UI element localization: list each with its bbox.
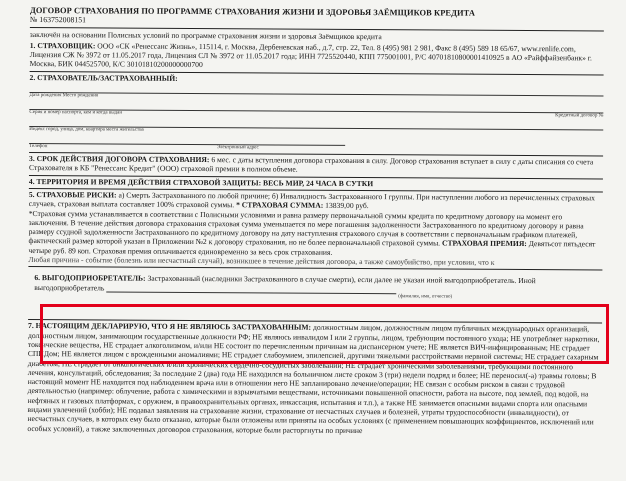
birth-caption: Дата рождения Место рождения: [29, 93, 99, 99]
contract-basis: заключён на основании Полисных условий по программе страхования жизни и здоровья Заёмщиков кредита: [29, 29, 382, 41]
section-risks: [28, 188, 602, 268]
territory-label: 4. ТЕРРИТОРИЯ И ВРЕМЯ ДЕЙСТВИЯ СТРАХОВОЙ ЗАЩИТЫ: ВЕСЬ МИР, 24 ЧАСА В СУТКИ: [28, 176, 374, 188]
insurance-contract: [27, 6, 604, 436]
sum-value: 13839,00 руб.: [325, 201, 369, 211]
beneficiary-text: Застрахованный (наследники Застрахованного в случае смерти), если далее не указан иной выгодоприобретатель. Иной выгодоприобретатель: [34, 274, 536, 293]
beneficiary-caption: (фамилия, имя, отчество): [398, 294, 453, 300]
sum-explanation: *Страховая сумма устанавливается в соответствии с Полисными условиями и равна размеру первоначальной суммы кредита по кредитному договору на момент его заключения. В течение действия договора страхования страховая сумма уменьшается по мере погашения задолженности Застрахованного по кредитному договору и равна размеру ссудной задолженности Застрахованного по кредитному договору на дату наступления страхового случая в соответствии с первоначальным графиком платежей, фактический размер которой указан в Приложении №2 к договору страхования, но не более первоначальной страховой суммы. СТРАХОВАЯ ПРЕМИЯ: Девятьсот пятьдесят четыре руб. 89 коп. Страховая премия оплачивается единовременно за весь срок страхования.: [28, 208, 596, 257]
insured-label: 2. СТРАХОВАТЕЛЬ/ЗАСТРАХОВАННЫЙ:: [29, 72, 178, 83]
insurer-text: ООО «СК «Ренессанс Жизнь», 115114, г. Москва, Дербеневская наб., д.7, стр. 22, Тел. 8 (495) 981 2 981, Факс 8 (495) 589 18 65/67, www.renlife.com, Лицензия СЖ № 3972 от 11.05.2017 года, Лицензия СЛ № 3972 от 11.05.2017 года; ИНН 7725520440, КПП 775001001, Р/С 40701810800001410925 в АО «Райффайзенбанк» г. Москва, БИК 044525700, К/С 30101810200000000700: [29, 41, 592, 70]
email-caption: Электронный адрес: [216, 145, 259, 151]
red-highlight-frame: [40, 304, 609, 364]
contract-title: ДОГОВОР СТРАХОВАНИЯ ПО ПРОГРАММЕ СТРАХОВАНИЯ ЖИЗНИ И ЗДОРОВЬЯ ЗАЁМЩИКОВ КРЕДИТА: [29, 6, 476, 18]
premium-label: СТРАХОВАЯ ПРЕМИЯ:: [441, 238, 527, 249]
declaration-text: должностным лицом, должностным лицом публичных международных организаций, должностным лицом, занимающим государственные должности РФ; НЕ являюсь инвалидом I или 2 группы, лицом, требующим постоянного ухода; НЕ употребляет наркотики, токсические вещества, НЕ страдает алкоголизмом, и/или НЕ состоит по перечисленным причинам на диспансерном учете; НЕ является ВИЧ-инфицированным; НЕ страдает СПИДом; НЕ является лицом с врожденными аномалиями; НЕ страдает слабоумием, эпилепсией, другими тяжелыми расстройствами нервной системы; НЕ страдает сахарным диабетом; НЕ страдает от онкологических и/или хронических сердечно-сосудистых заболеваний; НЕ страдает хроническими заболеваниями, требующими постоянного лечения, консультаций, обследования; За последние 2 (два) года НЕ находился на больничном листе сроком 3 (три) недели подряд и более; НЕ переносил(-а) травмы головы; В настоящий момент НЕ находится под наблюдением врача или в отношении него НЕ запланировано лечение/операции; НЕ связан с особым риском в связи с трудовой деятельностью (например: облучение, работа с химическими и взрывчатыми веществами, источниками повышенной опасности, работа на высоте, под землей, под водой, на нефтяных и газовых платформах, с оружием, в правоохранительных органах, инкассация, испытания и т.п.), а также НЕ занимается опасными видами спорта или опасными видами увлечений (хобби); НЕ подавал заявления на страхование жизни, страхование от несчастных случаев и болезней, утраты трудоспособности (инвалидности), от несчастных случаев, в которых ему было отказано, которые были отложены или приняты на особых условиях (с применением повышающих коэффициентов, исключений или особых условий), а также заключенных договоров страхования, которые были расторгнуты по причине: [27, 323, 600, 435]
passport-caption: Серия и номер паспорта, кем и когда выдан: [29, 110, 123, 116]
sum-label: * СТРАХОВАЯ СУММА:: [236, 200, 324, 211]
beneficiary-name-line: [106, 283, 396, 294]
contract-number: № 163752008151: [29, 15, 87, 25]
term-label: 3. СРОК ДЕЙСТВИЯ ДОГОВОРА СТРАХОВАНИЯ:: [29, 154, 210, 165]
risks-label: 5. СТРАХОВЫЕ РИСКИ:: [28, 189, 117, 200]
credit-contract-caption: Кредитный договор №: [555, 113, 604, 119]
premium-note: Страховая премия оплачивается единовременно за весь срок страхования.: [92, 246, 333, 257]
address-caption: Индекс город, улица, дом, квартира места жительства: [29, 127, 144, 133]
section-term: [29, 152, 603, 176]
section-territory: [29, 175, 603, 190]
beneficiary-label: 6. ВЫГОДОПРИОБРЕТАТЕЛЬ:: [34, 273, 146, 284]
declaration-label: 7. НАСТОЯЩИМ ДЕКЛАРИРУЮ, ЧТО Я НЕ ЯВЛЯЮСЬ ЗАСТРАХОВАННЫМ:: [28, 321, 312, 333]
premium-value: Девятьсот пятьдесят четыре руб. 89 коп.: [28, 239, 596, 256]
insurer-label: 1. СТРАХОВЩИК:: [29, 40, 96, 51]
cause-definition: Любая причина - событие (болезнь или несчастный случай), возникшее в течение действия договора, а также самоубийство, при условии, что к: [28, 255, 495, 267]
phone-caption: Телефон: [29, 144, 48, 150]
section-insurer: [30, 41, 604, 72]
term-text: 6 мес. с даты вступления договора страхования в силу. Договор страхования вступает в силу с даты списания со счета Страхователя в КБ "Ренессанс Кредит" (ООО) страховой премии в полном объеме.: [28, 155, 594, 175]
section-insured: [29, 71, 603, 154]
risks-text: а) Смерть Застрахованного по любой причине; б) Инвалидность Застрахованного I группы. При наступлении любого из перечисленных страховых случаев, страховая выплата составляет 100% страховой суммы.: [28, 190, 595, 210]
